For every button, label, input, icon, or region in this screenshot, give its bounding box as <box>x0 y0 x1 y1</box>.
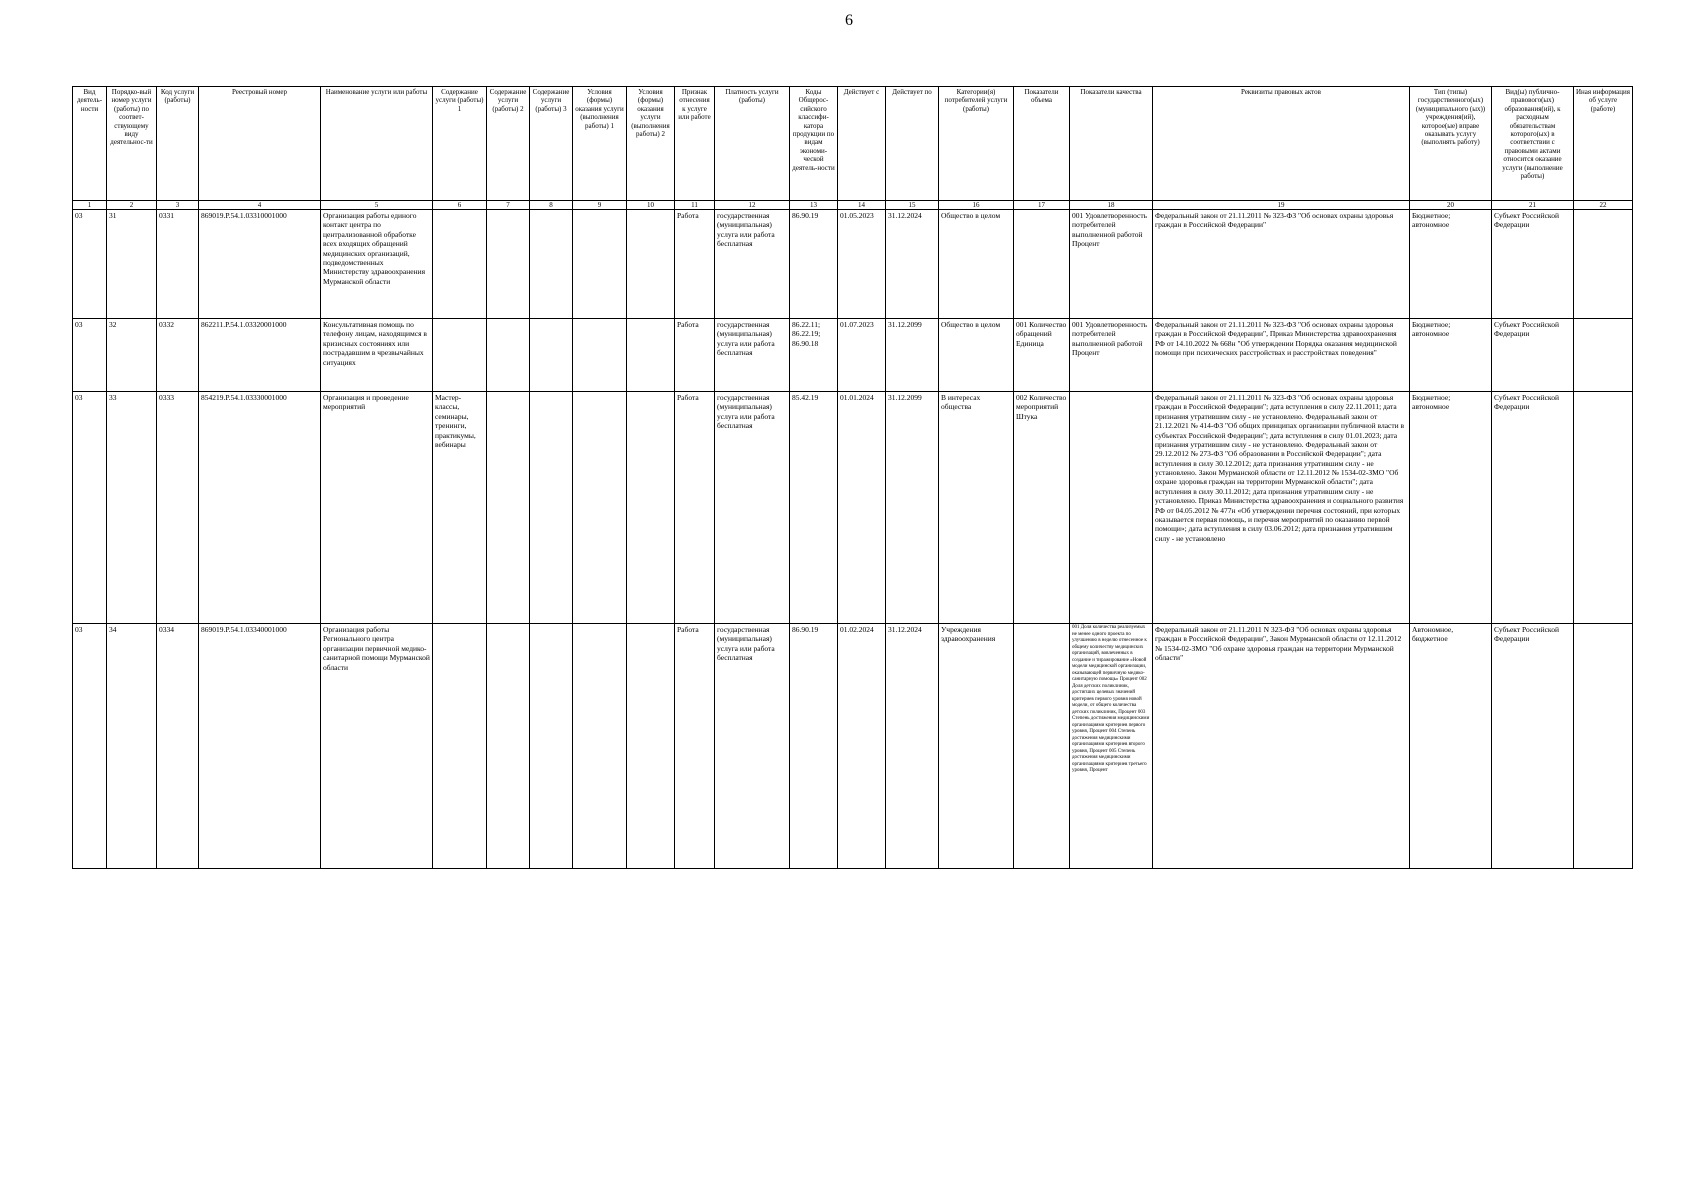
conditions-2-cell <box>627 624 675 869</box>
other-info-cell <box>1574 392 1633 624</box>
consumers-cell: В интересах общества <box>939 392 1014 624</box>
column-number: 20 <box>1410 201 1492 210</box>
column-number: 13 <box>790 201 838 210</box>
header-cell: Действует по <box>886 87 939 201</box>
valid-from-cell: 01.01.2024 <box>838 392 886 624</box>
activity-type-cell: 03 <box>73 624 107 869</box>
column-number: 22 <box>1574 201 1633 210</box>
header-cell: Условия (формы) оказания услуги (выполнения работы) 1 <box>573 87 627 201</box>
column-number: 18 <box>1070 201 1153 210</box>
service-or-work-cell: Работа <box>675 392 715 624</box>
public-entity-cell: Субъект Российской Федерации <box>1492 624 1574 869</box>
page-number: 6 <box>845 12 853 29</box>
activity-type-cell: 03 <box>73 210 107 319</box>
column-number: 10 <box>627 201 675 210</box>
order-number-cell: 33 <box>107 392 157 624</box>
services-registry-table <box>72 86 1633 869</box>
service-or-work-cell: Работа <box>675 319 715 392</box>
table-row <box>73 319 1633 392</box>
header-cell: Код услуги (работы) <box>157 87 199 201</box>
header-cell: Реестровый номер <box>199 87 321 201</box>
other-info-cell <box>1574 319 1633 392</box>
conditions-1-cell <box>573 210 627 319</box>
content-3-cell <box>530 624 573 869</box>
quality-indicators-text: 001 Доля количества реализуемых не менее одного проекта по улучшению в неделю отнесенное к общему количеству медицинских организаций, вовлеченных в создание и тиражирование «Новой модели медицинской организации, оказывающей первичную медико-санитарную помощь» Процент 002 Доля детских поликлиник, достигших целевых значений критериев первого уровня новой модели, от общего количества детских поликлиник, Процент 003 Степень достижения медицинскими организациями критериев первого уровня, Процент 004 Степень достижения медицинскими организациями критериев второго уровня, Процент 005 Степень достижения медицинскими организациями критериев третьего уровня, Процент <box>1072 625 1150 773</box>
header-cell: Иная информация об услуге (работе) <box>1574 87 1633 201</box>
legal-acts-cell: Федеральный закон от 21.11.2011 № 323-ФЗ "Об основах охраны здоровья граждан в Российской Федерации", Приказ Министерства здравоохранения РФ от 14.10.2022 № 668н "Об утверждении Порядка оказания медицинской помощи при психических расстройствах и расстройствах поведения" <box>1153 319 1410 392</box>
column-number: 8 <box>530 201 573 210</box>
valid-to-cell: 31.12.2024 <box>886 624 939 869</box>
institution-type-cell: Автономное, бюджетное <box>1410 624 1492 869</box>
content-1-cell <box>433 210 487 319</box>
payment-cell: государственная (муниципальная) услуга или работа бесплатная <box>715 624 790 869</box>
header-cell: Платность услуги (работы) <box>715 87 790 201</box>
consumers-cell: Общество в целом <box>939 210 1014 319</box>
public-entity-cell: Субъект Российской Федерации <box>1492 319 1574 392</box>
order-number-cell: 34 <box>107 624 157 869</box>
payment-cell: государственная (муниципальная) услуга или работа бесплатная <box>715 210 790 319</box>
content-2-cell <box>487 624 530 869</box>
service-code-cell: 0332 <box>157 319 199 392</box>
content-1-cell <box>433 319 487 392</box>
column-number: 1 <box>73 201 107 210</box>
conditions-2-cell <box>627 210 675 319</box>
header-cell: Наименование услуги или работы <box>321 87 433 201</box>
service-name-cell: Консультативная помощь по телефону лицам, находящимся в кризисных состояниях или пострадавшим в чрезвычайных ситуациях <box>321 319 433 392</box>
conditions-2-cell <box>627 392 675 624</box>
column-number: 21 <box>1492 201 1574 210</box>
header-cell: Содержание услуги (работы) 1 <box>433 87 487 201</box>
consumers-cell: Учреждения здравоохранения <box>939 624 1014 869</box>
column-number: 6 <box>433 201 487 210</box>
order-number-cell: 31 <box>107 210 157 319</box>
content-2-cell <box>487 392 530 624</box>
header-cell: Порядко-вый номер услуги (работы) по соответ-ствующему виду деятельнос-ти <box>107 87 157 201</box>
service-or-work-cell: Работа <box>675 210 715 319</box>
activity-type-cell: 03 <box>73 392 107 624</box>
column-number: 12 <box>715 201 790 210</box>
header-cell: Признак отнесения к услуге или работе <box>675 87 715 201</box>
service-code-cell: 0331 <box>157 210 199 319</box>
public-entity-cell: Субъект Российской Федерации <box>1492 392 1574 624</box>
content-3-cell <box>530 319 573 392</box>
legal-acts-cell: Федеральный закон от 21.11.2011 № 323-ФЗ "Об основах охраны здоровья граждан в Российской Федерации" <box>1153 210 1410 319</box>
header-cell: Условия (формы) оказания услуги (выполнения работы) 2 <box>627 87 675 201</box>
public-entity-cell: Субъект Российской Федерации <box>1492 210 1574 319</box>
content-2-cell <box>487 319 530 392</box>
okved-codes-cell: 86.22.11; 86.22.19; 86.90.18 <box>790 319 838 392</box>
header-cell: Вид(ы) публично-правового(ых) образования(ий), к расходным обязательствам которого(ых) в соответствии с правовыми актами относится оказание услуги (выполнение работы) <box>1492 87 1574 201</box>
table-row <box>73 392 1633 624</box>
quality-indicators-cell: 001 Удовлетворенность потребителей выполненной работой Процент <box>1070 319 1153 392</box>
service-code-cell: 0333 <box>157 392 199 624</box>
column-number: 17 <box>1014 201 1070 210</box>
header-cell: Тип (типы) государственного(ых) (муниципального (ых)) учреждения(ий), которое(ые) вправе оказывать услугу (выполнять работу) <box>1410 87 1492 201</box>
institution-type-cell: Бюджетное; автономное <box>1410 392 1492 624</box>
column-number: 2 <box>107 201 157 210</box>
header-cell: Показатели качества <box>1070 87 1153 201</box>
registry-number-cell: 854219.Р.54.1.03330001000 <box>199 392 321 624</box>
header-cell: Вид деятель-ности <box>73 87 107 201</box>
column-number: 3 <box>157 201 199 210</box>
content-3-cell <box>530 392 573 624</box>
volume-indicators-cell: 002 Количество мероприятий Штука <box>1014 392 1070 624</box>
activity-type-cell: 03 <box>73 319 107 392</box>
institution-type-cell: Бюджетное; автономное <box>1410 319 1492 392</box>
quality-indicators-cell: 001 Удовлетворенность потребителей выполненной работой Процент <box>1070 210 1153 319</box>
content-2-cell <box>487 210 530 319</box>
valid-from-cell: 01.02.2024 <box>838 624 886 869</box>
header-cell: Категории(я) потребителей услуги (работы) <box>939 87 1014 201</box>
valid-to-cell: 31.12.2024 <box>886 210 939 319</box>
table-row <box>73 624 1633 869</box>
order-number-cell: 32 <box>107 319 157 392</box>
column-number: 7 <box>487 201 530 210</box>
valid-to-cell: 31.12.2099 <box>886 392 939 624</box>
service-or-work-cell: Работа <box>675 624 715 869</box>
header-row <box>73 87 1633 201</box>
payment-cell: государственная (муниципальная) услуга или работа бесплатная <box>715 392 790 624</box>
conditions-1-cell <box>573 319 627 392</box>
conditions-1-cell <box>573 392 627 624</box>
header-cell: Показатели объема <box>1014 87 1070 201</box>
consumers-cell: Общество в целом <box>939 319 1014 392</box>
legal-acts-cell: Федеральный закон от 21.11.2011 N 323-ФЗ "Об основах охраны здоровья граждан в Российской Федерации", Закон Мурманской области от 12.11.2012 № 1534-02-ЗМО "Об охране здоровья граждан на территории Мурманской области" <box>1153 624 1410 869</box>
column-number: 14 <box>838 201 886 210</box>
valid-from-cell: 01.07.2023 <box>838 319 886 392</box>
content-3-cell <box>530 210 573 319</box>
okved-codes-cell: 85.42.19 <box>790 392 838 624</box>
column-number: 9 <box>573 201 627 210</box>
table-row <box>73 210 1633 319</box>
header-cell: Содержание услуги (работы) 2 <box>487 87 530 201</box>
header-cell: Действует с <box>838 87 886 201</box>
okved-codes-cell: 86.90.19 <box>790 210 838 319</box>
legal-acts-cell: Федеральный закон от 21.11.2011 № 323-ФЗ "Об основах охраны здоровья граждан в Российской Федерации"; дата вступления в силу 22.11.2011; дата признания утратившим силу - не установлено. Федеральный закон от 21.12.2021 № 414-ФЗ "Об общих принципах организации публичной власти в субъектах Российской Федерации"; дата вступления в силу 01.01.2023; дата признания утратившим силу - не установлено. Федеральный закон от 29.12.2012 № 273-ФЗ "Об образовании в Российской Федерации"; дата вступления в силу 30.12.2012; дата признания утратившим силу - не установлено. Закон Мурманской области от 12.11.2012 № 1534-02-ЗМО "Об охране здоровья граждан на территории Мурманской области"; дата вступления в силу 30.11.2012; дата признания утратившим силу - не установлено. Приказ Министерства здравоохранения и социального развития РФ от 04.05.2012 № 477н «Об утверждении перечня состояний, при которых оказывается первая помощь, и перечня мероприятий по оказанию первой помощи»; дата вступления в силу 03.06.2012; дата признания утратившим силу - не установлено <box>1153 392 1410 624</box>
registry-number-cell: 869019.Р.54.1.03340001000 <box>199 624 321 869</box>
service-name-cell: Организация работы Регионального центра организации первичной медико-санитарной помощи Мурманской области <box>321 624 433 869</box>
service-name-cell: Организация и проведение мероприятий <box>321 392 433 624</box>
volume-indicators-cell <box>1014 624 1070 869</box>
other-info-cell <box>1574 624 1633 869</box>
institution-type-cell: Бюджетное; автономное <box>1410 210 1492 319</box>
registry-number-cell: 862211.Р.54.1.03320001000 <box>199 319 321 392</box>
header-cell: Реквизиты правовых актов <box>1153 87 1410 201</box>
quality-indicators-cell <box>1070 392 1153 624</box>
column-number: 11 <box>675 201 715 210</box>
service-code-cell: 0334 <box>157 624 199 869</box>
column-number: 19 <box>1153 201 1410 210</box>
column-number-row <box>73 201 1633 210</box>
column-number: 4 <box>199 201 321 210</box>
quality-indicators-cell <box>1070 624 1153 869</box>
volume-indicators-cell <box>1014 210 1070 319</box>
content-1-cell <box>433 624 487 869</box>
payment-cell: государственная (муниципальная) услуга или работа бесплатная <box>715 319 790 392</box>
header-cell: Содержание услуги (работы) 3 <box>530 87 573 201</box>
conditions-2-cell <box>627 319 675 392</box>
valid-to-cell: 31.12.2099 <box>886 319 939 392</box>
other-info-cell <box>1574 210 1633 319</box>
content-1-cell: Мастер-классы, семинары, тренинги, практикумы, вебинары <box>433 392 487 624</box>
column-number: 16 <box>939 201 1014 210</box>
header-cell: Коды Общерос-сийского классифи-катора продукции по видам экономи-ческой деятель-ности <box>790 87 838 201</box>
service-name-cell: Организация работы единого контакт центра по централизованной обработке всех входящих обращений медицинских организаций, подведомственных Министерству здравоохранения Мурманской области <box>321 210 433 319</box>
column-number: 5 <box>321 201 433 210</box>
column-number: 15 <box>886 201 939 210</box>
volume-indicators-cell: 001 Количество обращений Единица <box>1014 319 1070 392</box>
registry-number-cell: 869019.Р.54.1.03310001000 <box>199 210 321 319</box>
valid-from-cell: 01.05.2023 <box>838 210 886 319</box>
okved-codes-cell: 86.90.19 <box>790 624 838 869</box>
conditions-1-cell <box>573 624 627 869</box>
